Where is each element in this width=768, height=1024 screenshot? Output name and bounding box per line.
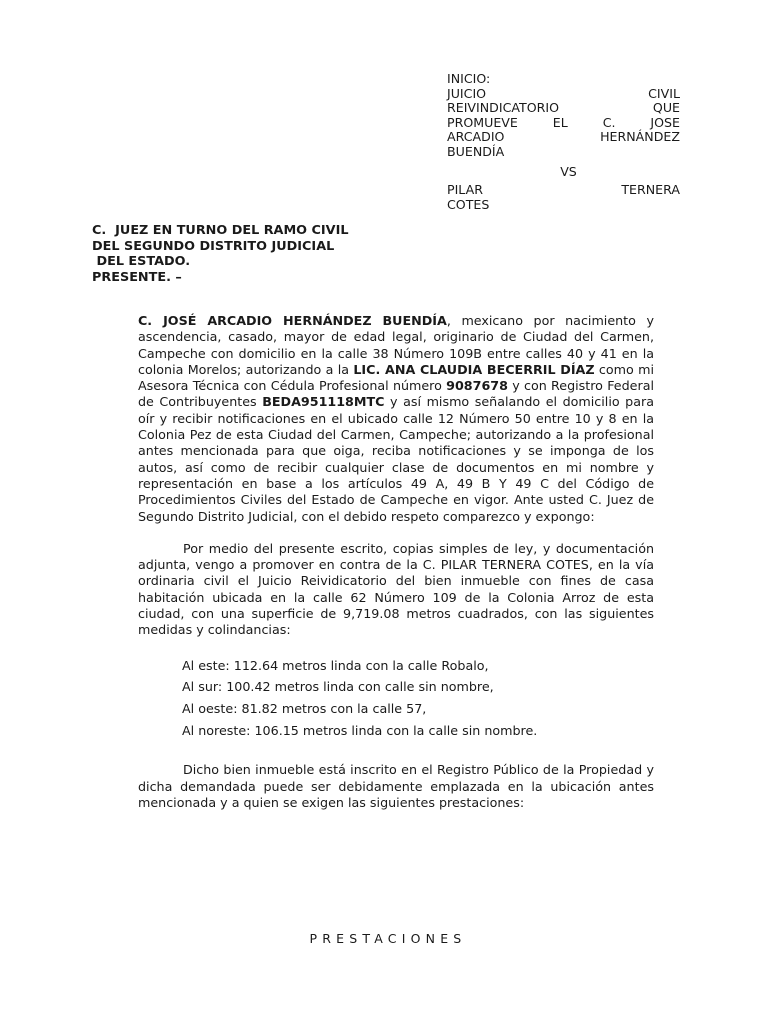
addressee-line: C. JUEZ EN TURNO DEL RAMO CIVIL [92,223,349,238]
caption-line: PROMUEVE EL C. JOSE [447,114,680,130]
judge-addressee [92,223,392,285]
defendant-line: COTES [447,196,490,212]
boundary-item: Al este: 112.64 metros linda con la calle Robalo, [182,657,489,673]
boundary-item: Al noreste: 106.15 metros linda con la calle sin nombre. [182,722,538,738]
addressee-line: PRESENTE. – [92,269,182,285]
paragraph-text: , mexicano por nacimiento y ascendencia, casado, mayor de edad legal, originario de Ciudad del Carmen, Campeche con domicilio en la calle 38 Número 109B entre calles 40 y 41 en la colonia Morelos; autorizando a la [138,313,654,377]
caption-line: BUENDÍA [447,143,505,159]
caption-line: ARCADIO HERNÁNDEZ [447,129,680,145]
boundary-item: Al sur: 100.42 metros linda con calle sin nombre, [182,679,494,695]
paragraph-text: como mi Asesora Técnica con Cédula Profesional número [138,361,654,394]
advisor-name: LIC. ANA CLAUDIA BECERRIL DÍAZ [353,361,595,377]
addressee-line: DEL ESTADO. [92,254,191,270]
paragraph-text: y con Registro Federal de Contribuyentes [138,378,654,410]
section-heading-prestaciones: PRESTACIONES [309,931,467,946]
document-body [138,313,654,811]
caption-line: REIVINDICATORIO QUE [447,100,680,116]
registry-paragraph: Dicho bien inmueble está inscrito en el Registro Público de la Propiedad y dicha demandada puede ser debidamente emplazada en la ubicación antes mencionada y a quien se exigen las siguientes prestaciones: [138,762,654,811]
addressee-line: DEL SEGUNDO DISTRITO JUDICIAL [92,238,335,254]
case-caption [447,72,680,212]
cedula-number: 9087678 [446,378,508,394]
claim-paragraph: Por medio del presente escrito, copias simples de ley, y documentación adjunta, vengo a promover en contra de la C. PILAR TERNERA COTES, en la vía ordinaria civil el Juicio Reividicatorio del bien inmueble con fines de casa habitación ubicada en la calle 62 Número 109 de la Colonia Arroz de esta ciudad, con una superficie de 9,719.08 metros cuadrados, con las siguientes medidas y colindancias: [138,540,654,638]
caption-line: INICIO: [447,71,491,86]
intro-paragraph [138,313,654,525]
caption-line: JUICIO CIVIL [447,85,680,101]
rfc-number: BEDA951118MTC [262,394,385,410]
versus-label: VS [560,163,577,179]
boundaries-list [138,655,654,742]
boundary-item: Al oeste: 81.82 metros con la calle 57, [182,701,427,717]
paragraph-text: y así mismo señalando el domicilio para oír y recibir notificaciones en el ubicado calle 12 Número 50 entre 10 y 8 en la Colonia Pez de esta Ciudad del Carmen, Campeche; autorizando a la profesional antes mencionada para que oiga, reciba notificaciones y se imponga de los autos, así como de recibir cualquier clase de documentos en mi nombre y representación en base a los artículos 49 A, 49 B Y 49 C del Código de Procedimientos Civiles del Estado de Campeche en vigor. Ante usted C. Juez de Segundo Distrito Judicial, con el debido respeto comparezco y expongo: [138,394,654,524]
defendant-line: PILAR TERNERA [447,182,680,198]
plaintiff-name: C. JOSÉ ARCADIO HERNÁNDEZ BUENDÍA [138,313,447,328]
